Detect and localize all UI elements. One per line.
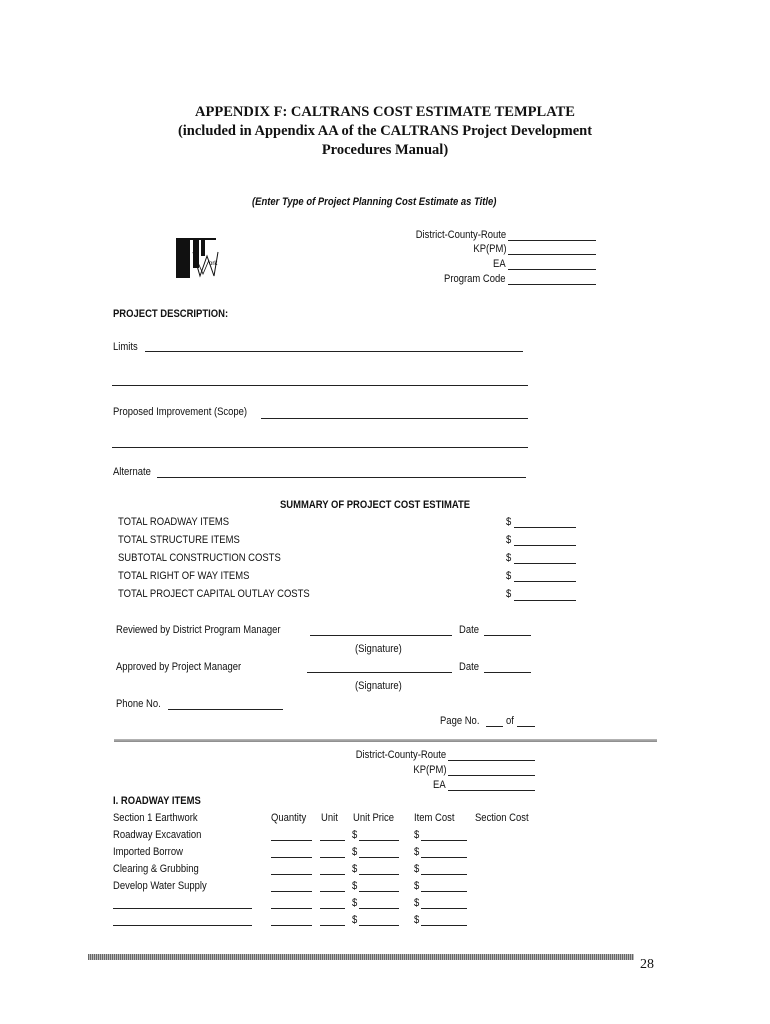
summary-item-label: TOTAL STRUCTURE ITEMS <box>118 534 240 546</box>
unit-price-field[interactable] <box>359 840 399 841</box>
reviewed-label: Reviewed by District Program Manager <box>116 624 281 636</box>
kp-label-2: KP(PM) <box>412 764 446 776</box>
unit-price-field[interactable] <box>359 874 399 875</box>
quantity-field[interactable] <box>271 874 312 875</box>
unit-field[interactable] <box>320 857 345 858</box>
item-cost-currency: $ <box>414 897 420 909</box>
svg-text:ork: ork <box>209 261 218 267</box>
summary-amount-field[interactable] <box>514 581 576 582</box>
ea-field[interactable] <box>508 269 596 270</box>
alternate-label: Alternate <box>113 466 151 478</box>
unit-price-currency: $ <box>352 897 358 909</box>
page-no-label: Page No. <box>440 715 480 727</box>
summary-heading: SUMMARY OF PROJECT COST ESTIMATE <box>280 499 471 511</box>
summary-item-label: TOTAL RIGHT OF WAY ITEMS <box>118 570 250 582</box>
quantity-field[interactable] <box>271 857 312 858</box>
dcr-field[interactable] <box>508 240 596 241</box>
dcr-label: District-County-Route <box>415 229 506 241</box>
program-code-field[interactable] <box>508 284 596 285</box>
reviewed-signature-field[interactable] <box>310 635 452 636</box>
unit-price-field[interactable] <box>359 891 399 892</box>
limits-field-2[interactable] <box>112 385 528 386</box>
proposed-improvement-field[interactable] <box>261 418 528 419</box>
section-divider <box>114 739 657 742</box>
unit-field[interactable] <box>320 891 345 892</box>
summary-currency: $ <box>506 516 512 528</box>
summary-amount-field[interactable] <box>514 600 576 601</box>
item-cost-field[interactable] <box>421 857 467 858</box>
estimate-title: (Enter Type of Project Planning Cost Estimate as Title) <box>252 196 497 208</box>
roadway-item-label: Imported Borrow <box>113 846 183 858</box>
phone-field[interactable] <box>168 709 283 710</box>
roadway-item-label: Develop Water Supply <box>113 880 207 892</box>
unit-price-field[interactable] <box>359 908 399 909</box>
unit-price-currency: $ <box>352 846 358 858</box>
column-quantity: Quantity <box>271 812 307 824</box>
unit-price-currency: $ <box>352 863 358 875</box>
column-section-cost: Section Cost <box>475 812 529 824</box>
unit-price-currency: $ <box>352 880 358 892</box>
unit-price-field[interactable] <box>359 857 399 858</box>
roadway-item-label: Roadway Excavation <box>113 829 202 841</box>
summary-item-label: TOTAL ROADWAY ITEMS <box>118 516 230 528</box>
ea-label-2: EA <box>433 779 446 791</box>
column-item-cost: Item Cost <box>414 812 455 824</box>
item-cost-field[interactable] <box>421 874 467 875</box>
item-cost-field[interactable] <box>421 891 467 892</box>
appendix-subtitle: (included in Appendix AA of the CALTRANS Project Development <box>177 123 593 139</box>
column-unit-price: Unit Price <box>353 812 395 824</box>
unit-price-field[interactable] <box>359 925 399 926</box>
project-description-heading: PROJECT DESCRIPTION: <box>113 308 229 320</box>
item-cost-field[interactable] <box>421 908 467 909</box>
program-code-label: Program Code <box>444 273 506 285</box>
summary-item-label: SUBTOTAL CONSTRUCTION COSTS <box>118 552 281 564</box>
reviewed-date-field[interactable] <box>484 635 531 636</box>
roadway-item-name-field[interactable] <box>113 925 252 926</box>
quantity-field[interactable] <box>271 908 312 909</box>
item-cost-currency: $ <box>414 846 420 858</box>
item-cost-field[interactable] <box>421 925 467 926</box>
unit-field[interactable] <box>320 925 345 926</box>
appendix-subtitle-2: Procedures Manual) <box>321 142 449 158</box>
footer-rule <box>88 954 634 960</box>
unit-field[interactable] <box>320 874 345 875</box>
section-label: Section 1 Earthwork <box>113 812 198 824</box>
roadway-item-name-field[interactable] <box>113 908 252 909</box>
ea-label: EA <box>493 258 506 270</box>
proposed-improvement-label: Proposed Improvement (Scope) <box>113 406 248 418</box>
page-no-field[interactable] <box>486 726 503 727</box>
kp-label: KP(PM) <box>472 243 506 255</box>
summary-amount-field[interactable] <box>514 545 576 546</box>
unit-price-currency: $ <box>352 914 358 926</box>
approved-date-field[interactable] <box>484 672 531 673</box>
signature-caption: (Signature) <box>355 680 402 692</box>
limits-field[interactable] <box>145 351 523 352</box>
dcr-field-2[interactable] <box>448 760 535 761</box>
caltrans-logo-icon <box>176 238 220 278</box>
page-of-label: of <box>506 715 514 727</box>
summary-currency: $ <box>506 552 512 564</box>
summary-item-label: TOTAL PROJECT CAPITAL OUTLAY COSTS <box>118 588 310 600</box>
limits-label: Limits <box>113 341 138 353</box>
roadway-item-label: Clearing & Grubbing <box>113 863 199 875</box>
alternate-field[interactable] <box>157 477 526 478</box>
item-cost-currency: $ <box>414 863 420 875</box>
approved-label: Approved by Project Manager <box>116 661 242 673</box>
approved-date-label: Date <box>459 661 479 673</box>
roadway-heading: I. ROADWAY ITEMS <box>113 795 201 807</box>
item-cost-field[interactable] <box>421 840 467 841</box>
approved-signature-field[interactable] <box>307 672 452 673</box>
summary-amount-field[interactable] <box>514 563 576 564</box>
summary-currency: $ <box>506 570 512 582</box>
quantity-field[interactable] <box>271 891 312 892</box>
item-cost-currency: $ <box>414 829 420 841</box>
summary-amount-field[interactable] <box>514 527 576 528</box>
appendix-title: APPENDIX F: CALTRANS COST ESTIMATE TEMPLATE <box>195 104 575 120</box>
item-cost-currency: $ <box>414 880 420 892</box>
phone-label: Phone No. <box>116 698 161 710</box>
proposed-improvement-field-2[interactable] <box>112 447 528 448</box>
kp-field-2[interactable] <box>448 775 535 776</box>
column-unit: Unit <box>321 812 338 824</box>
quantity-field[interactable] <box>271 840 312 841</box>
ea-field-2[interactable] <box>448 790 535 791</box>
reviewed-date-label: Date <box>459 624 479 636</box>
page-total-field[interactable] <box>517 726 535 727</box>
quantity-field[interactable] <box>271 925 312 926</box>
dcr-label-2: District-County-Route <box>355 749 446 761</box>
page-number: 28 <box>640 957 654 972</box>
item-cost-currency: $ <box>414 914 420 926</box>
unit-field[interactable] <box>320 840 345 841</box>
unit-field[interactable] <box>320 908 345 909</box>
kp-field[interactable] <box>508 254 596 255</box>
summary-currency: $ <box>506 588 512 600</box>
unit-price-currency: $ <box>352 829 358 841</box>
signature-caption: (Signature) <box>355 643 402 655</box>
summary-currency: $ <box>506 534 512 546</box>
